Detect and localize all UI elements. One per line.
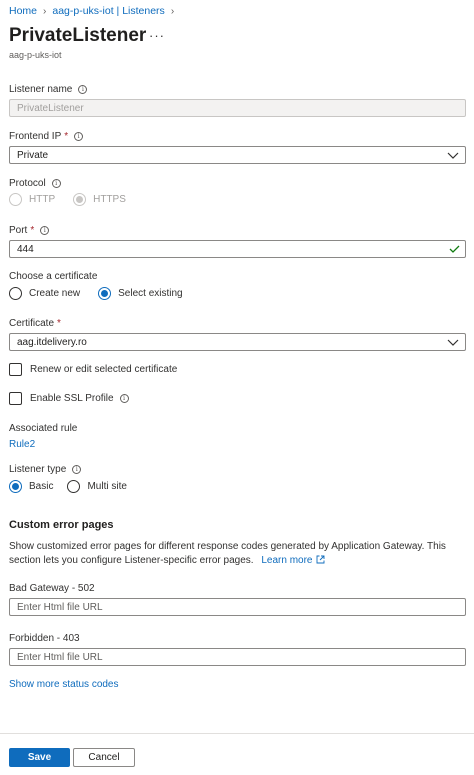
radio-multi-site[interactable] <box>67 480 80 493</box>
associated-rule-link[interactable]: Rule2 <box>9 439 36 450</box>
enable-ssl-profile-checkbox-row[interactable] <box>9 390 129 406</box>
page-title: PrivateListener <box>9 25 147 46</box>
breadcrumb-listeners[interactable]: aag-p-uks-iot | Listeners <box>52 5 165 17</box>
radio-basic-label: Basic <box>29 480 54 492</box>
certificate-radio-group <box>9 285 183 301</box>
port-label: Port * i <box>9 225 49 236</box>
frontend-ip-dropdown[interactable]: Private <box>9 146 466 164</box>
info-icon[interactable]: i <box>40 226 49 235</box>
radio-https-label: HTTPS <box>93 193 126 205</box>
radio-https[interactable] <box>73 193 86 206</box>
associated-rule-label: Associated rule <box>9 423 78 434</box>
learn-more-link[interactable]: Learn more <box>261 555 324 566</box>
bad-gateway-label: Bad Gateway - 502 <box>9 583 95 594</box>
chevron-down-icon <box>447 337 459 347</box>
protocol-radio-group <box>9 191 126 207</box>
bad-gateway-url-input[interactable]: Enter Html file URL <box>9 598 466 616</box>
enable-ssl-profile-checkbox[interactable] <box>9 392 22 405</box>
renew-certificate-label: Renew or edit selected certificate <box>30 363 178 375</box>
info-icon[interactable]: i <box>72 465 81 474</box>
radio-http-label: HTTP <box>29 193 56 205</box>
cancel-button[interactable]: Cancel <box>73 748 135 767</box>
frontend-ip-label: Frontend IP * i <box>9 131 83 142</box>
custom-error-pages-description: Show customized error pages for different response codes generated by Application Gateway. This section lets you configure Listener-specific error pages. Learn more <box>9 541 446 566</box>
info-icon[interactable]: i <box>52 179 61 188</box>
breadcrumb <box>9 4 180 18</box>
page-subtitle: aag-p-uks-iot <box>9 50 62 60</box>
renew-certificate-checkbox[interactable] <box>9 363 22 376</box>
radio-create-new[interactable] <box>9 287 22 300</box>
listener-type-label: Listener type i <box>9 464 81 475</box>
external-link-icon <box>316 555 325 564</box>
radio-select-existing[interactable] <box>98 287 111 300</box>
forbidden-url-input[interactable]: Enter Html file URL <box>9 648 466 666</box>
enable-ssl-profile-label: Enable SSL Profile <box>30 392 114 404</box>
required-marker: * <box>30 225 35 236</box>
show-more-status-codes-link[interactable]: Show more status codes <box>9 679 119 690</box>
info-icon[interactable]: i <box>74 132 83 141</box>
chevron-right-icon: › <box>170 5 175 17</box>
listener-name-input[interactable]: PrivateListener <box>9 99 466 117</box>
info-icon[interactable]: i <box>78 85 87 94</box>
certificate-label: Certificate * <box>9 318 61 329</box>
radio-multi-site-label: Multi site <box>87 480 127 492</box>
custom-error-pages-title: Custom error pages <box>9 519 114 531</box>
choose-certificate-label: Choose a certificate <box>9 271 98 282</box>
save-button[interactable]: Save <box>9 748 70 767</box>
forbidden-label: Forbidden - 403 <box>9 633 80 644</box>
listener-type-radio-group <box>9 478 127 494</box>
certificate-dropdown[interactable]: aag.itdelivery.ro <box>9 333 466 351</box>
listener-name-label: Listener name i <box>9 84 87 95</box>
chevron-down-icon <box>447 150 459 160</box>
required-marker: * <box>57 318 61 329</box>
radio-create-new-label: Create new <box>29 287 81 299</box>
port-input[interactable]: 444 <box>9 240 466 258</box>
required-marker: * <box>64 131 69 142</box>
footer-divider <box>0 733 474 734</box>
radio-select-existing-label: Select existing <box>118 287 183 299</box>
info-icon[interactable]: i <box>120 394 129 403</box>
breadcrumb-home[interactable]: Home <box>9 5 38 17</box>
renew-certificate-checkbox-row[interactable] <box>9 361 177 377</box>
radio-http[interactable] <box>9 193 22 206</box>
chevron-right-icon: › <box>43 5 47 17</box>
more-options-icon[interactable]: ··· <box>149 28 165 43</box>
protocol-label: Protocol i <box>9 178 61 189</box>
checkmark-icon <box>449 244 460 254</box>
radio-basic[interactable] <box>9 480 22 493</box>
